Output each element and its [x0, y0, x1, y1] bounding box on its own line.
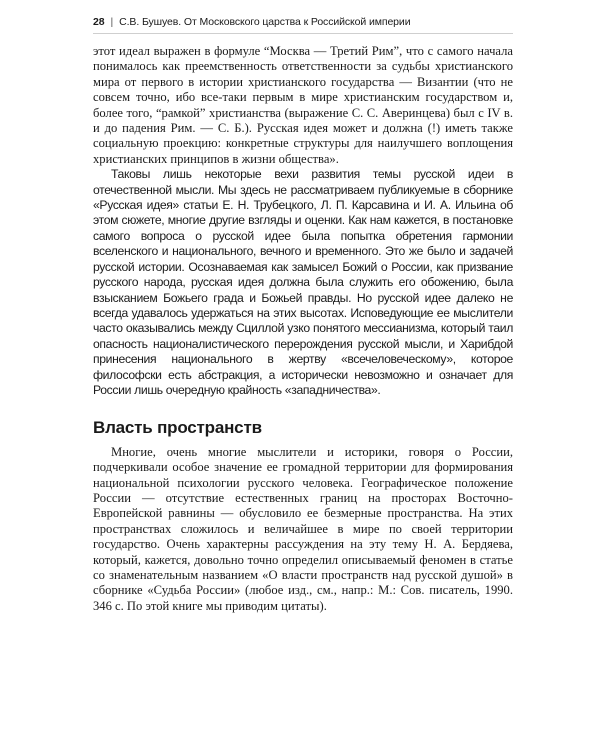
paragraph: Таковы лишь некоторые вехи развития темы русской идеи в отечественной мысли. Мы здесь не рассматриваем публикуемые в сборнике «Русская идея» статьи Е. Н. Трубецкого, Л. П. Карсавина и И. А. Ильина об этом сюжете, многие другие взгляды и оценки. Как нам кажется, в постановке самого вопроса о русской идее была попытка обретения гармонии вселенского и национального, вечного и временного. Это же было и задачей русской истории. Осознаваемая как замысел Божий о России, как призвание русского народа, русская идея должна была служить его обожению, была взысканием Божьего града и Божьей правды. Но русской идее далеко не всегда удавалось удержаться на этих высотах. Исповедующие ее мыслители часто оказывались между Сциллой узко понятого мессианизма, который таил опасность националистического перерождения русской мысли, и Харибдой принесения национального в жертву «всечеловеческому», которое философски есть абстракция, а исторически невозможно и означает для России лишь очередную крайность «западничества». [93, 167, 513, 397]
running-header [93, 16, 513, 34]
section-heading: Власть пространств [93, 418, 262, 438]
body-text [93, 44, 513, 614]
running-title: С.В. Бушуев. От Московского царства к Российской империи [119, 16, 411, 28]
page-number: 28 [93, 16, 105, 28]
paragraph: Многие, очень многие мыслители и историки, говоря о России, подчеркивали особое значение ее громадной территории для формирования национальной психологии русского человека. Географическое положение России — отсутствие естественных границ на просторах Восточно-Европейской равнины — обусловило ее безмерные пространства. На этих пространствах сложилось и величайшее в мире по своей территории государство. Очень характерны рассуждения на эту тему Н. А. Бердяева, который, кажется, довольно точно определил описываемый феномен в статье со знаменательным названием «О власти пространств над русской душой» в сборнике «Судьба России» (любое изд., см., напр.: М.: Сов. писатель, 1990. 346 с. По этой книге мы приводим цитаты). [93, 444, 513, 613]
book-page [93, 16, 513, 614]
header-separator: | [110, 16, 114, 28]
paragraph: этот идеал выражен в формуле “Москва — Третий Рим”, что с самого начала понималось как преемственность ответственности за судьбы христианского мира от первого в истории христианского государства — Византии (что не совсем точно, ибо все-таки первым в мире христианским государством и, более того, “рамкой” христианства (выражение С. С. Аверинцева) был с IV в. и до падения Рим. — С. Б.). Русская идея может и должна (!) иметь также социальную проекцию: конкретные структуры для наилучшего воплощения христианских принципов в жизни общества». [93, 44, 513, 166]
